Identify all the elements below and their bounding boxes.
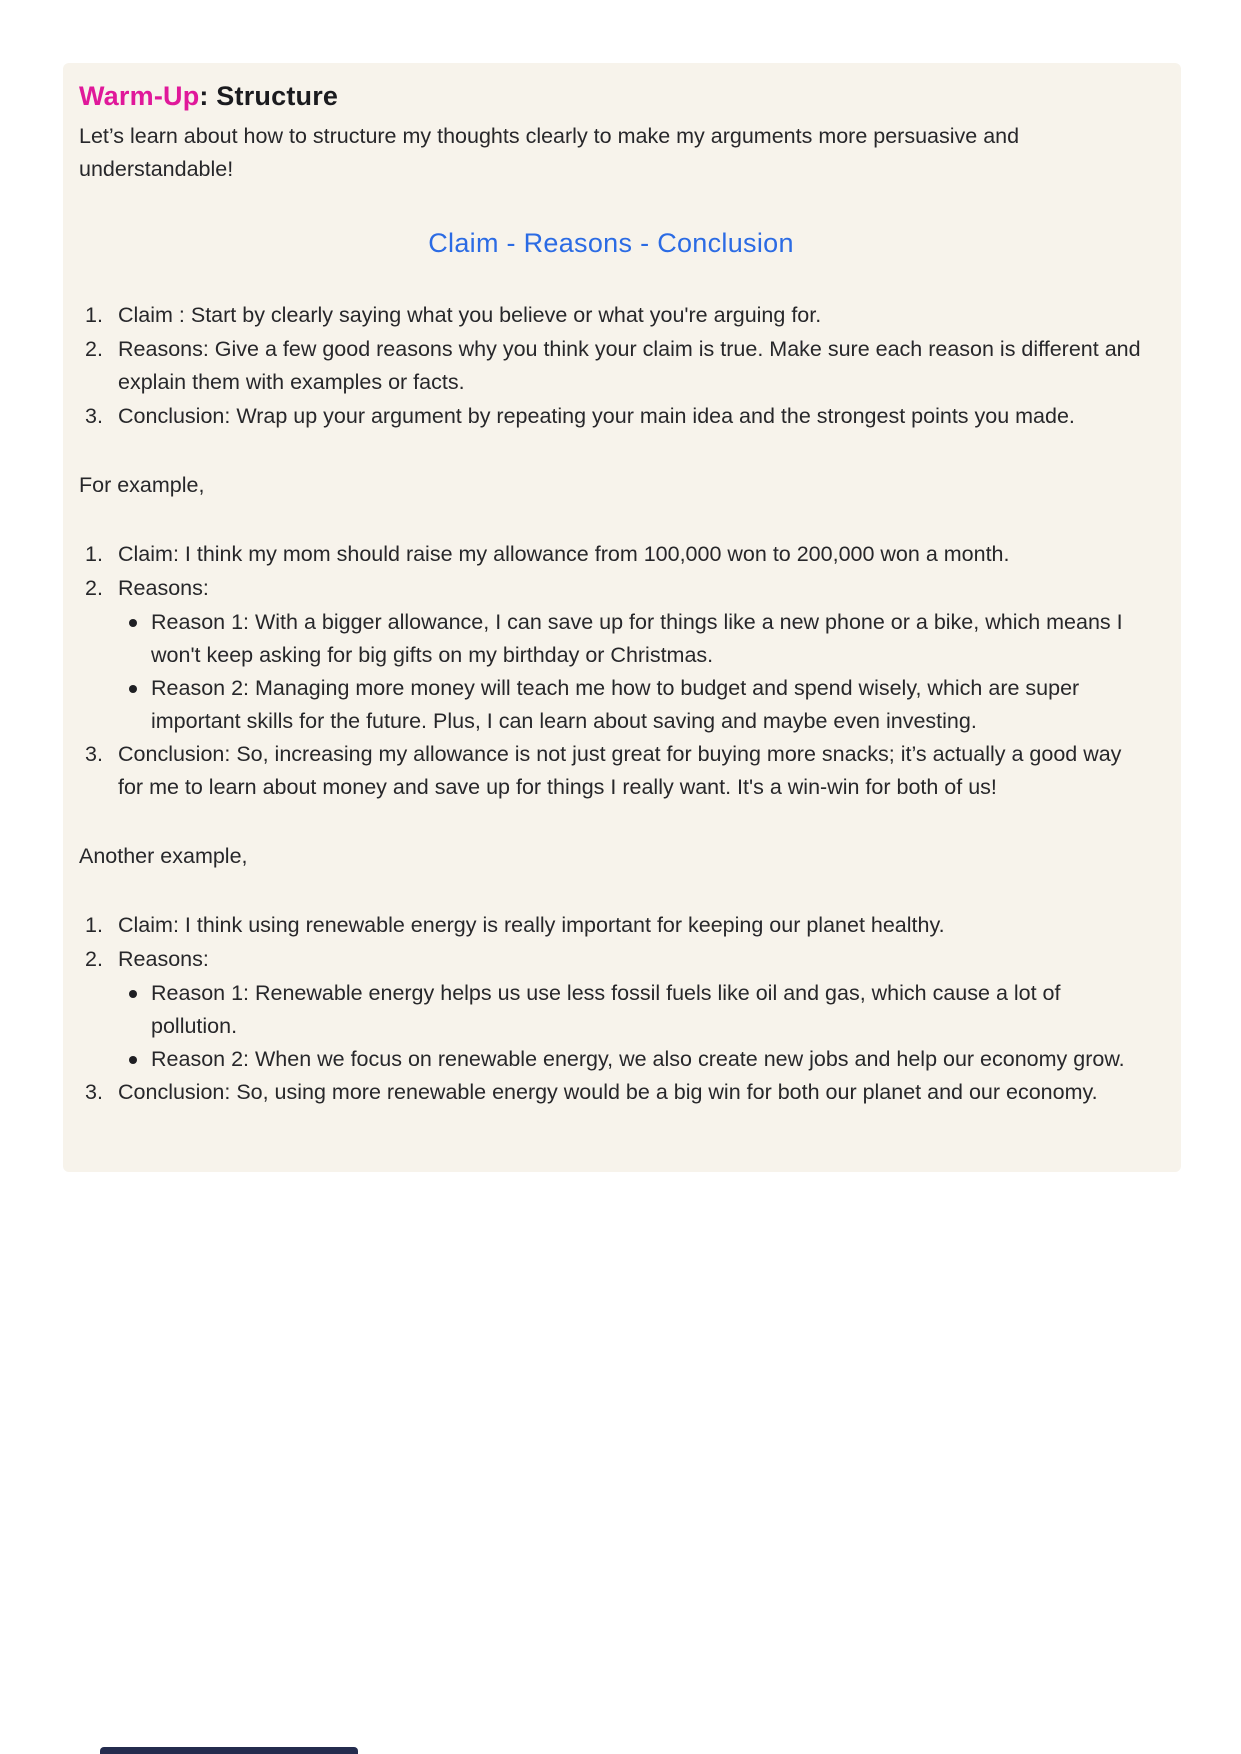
item-text: Reasons:	[118, 576, 209, 600]
structure-list	[77, 299, 1145, 433]
next-page-peek-bar	[100, 1747, 358, 1754]
item-text: Claim: I think using renewable energy is really important for keeping our planet healthy.	[118, 913, 945, 937]
example1-lead: For example,	[79, 473, 205, 497]
item-text: Claim : Start by clearly saying what you believe or what you're arguing for.	[118, 303, 822, 327]
bullet-text: Reason 1: Renewable energy helps us use less fossil fuels like oil and gas, which cause a lot of pollution.	[151, 981, 1061, 1038]
content-card	[63, 63, 1181, 1172]
item-text: Conclusion: Wrap up your argument by repeating your main idea and the strongest points you made.	[118, 404, 1075, 428]
item-text: Reasons:	[118, 947, 209, 971]
intro-text: Let’s learn about how to structure my thoughts clearly to make my arguments more persuasive and understandable!	[79, 124, 1020, 181]
bullet-icon	[129, 685, 137, 693]
page-title-highlight: Warm-Up	[79, 81, 200, 111]
example2-lead: Another example,	[79, 844, 248, 868]
item-number: 2.	[85, 947, 103, 971]
list-item	[129, 977, 1145, 1043]
item-number: 1.	[85, 913, 103, 937]
bullet-icon	[129, 1056, 137, 1064]
item-number: 1.	[85, 303, 103, 327]
list-item	[85, 538, 1145, 571]
item-number: 3.	[85, 404, 103, 428]
list-item	[85, 1076, 1145, 1109]
bullet-text: Reason 1: With a bigger allowance, I can save up for things like a new phone or a bike, which means I won't keep asking for big gifts on my birthday or Christmas.	[151, 610, 1123, 667]
item-text: Conclusion: So, using more renewable energy would be a big win for both our planet and our economy.	[118, 1080, 1098, 1104]
list-item	[129, 1043, 1145, 1076]
section-heading: Claim - Reasons - Conclusion	[428, 228, 794, 258]
item-number: 3.	[85, 1080, 103, 1104]
example2-list	[77, 909, 1145, 1109]
page-title-rest: : Structure	[199, 81, 339, 111]
item-number: 1.	[85, 542, 103, 566]
bullet-icon	[129, 619, 137, 627]
list-item	[129, 606, 1145, 672]
list-item	[129, 672, 1145, 738]
example1-list	[77, 538, 1145, 804]
list-item	[85, 909, 1145, 942]
bullet-icon	[129, 990, 137, 998]
item-number: 2.	[85, 576, 103, 600]
list-item	[85, 400, 1145, 433]
item-text: Conclusion: So, increasing my allowance is not just great for buying more snacks; it’s actually a good way for me to learn about money and save up for things I really want. It's a win-win for both of us!	[118, 742, 1122, 799]
list-item	[85, 333, 1145, 399]
item-text: Reasons: Give a few good reasons why you think your claim is true. Make sure each reason is different and explain them with examples or facts.	[118, 337, 1141, 394]
item-number: 2.	[85, 337, 103, 361]
bullet-text: Reason 2: When we focus on renewable energy, we also create new jobs and help our economy grow.	[151, 1047, 1125, 1071]
item-text: Claim: I think my mom should raise my allowance from 100,000 won to 200,000 won a month.	[118, 542, 1010, 566]
list-item	[85, 572, 1145, 605]
item-number: 3.	[85, 742, 103, 766]
list-item	[85, 299, 1145, 332]
bullet-text: Reason 2: Managing more money will teach me how to budget and spend wisely, which are super important skills for the future. Plus, I can learn about saving and maybe even investing.	[151, 676, 1080, 733]
list-item	[85, 738, 1145, 804]
page-title	[79, 81, 1145, 112]
list-item	[85, 943, 1145, 976]
